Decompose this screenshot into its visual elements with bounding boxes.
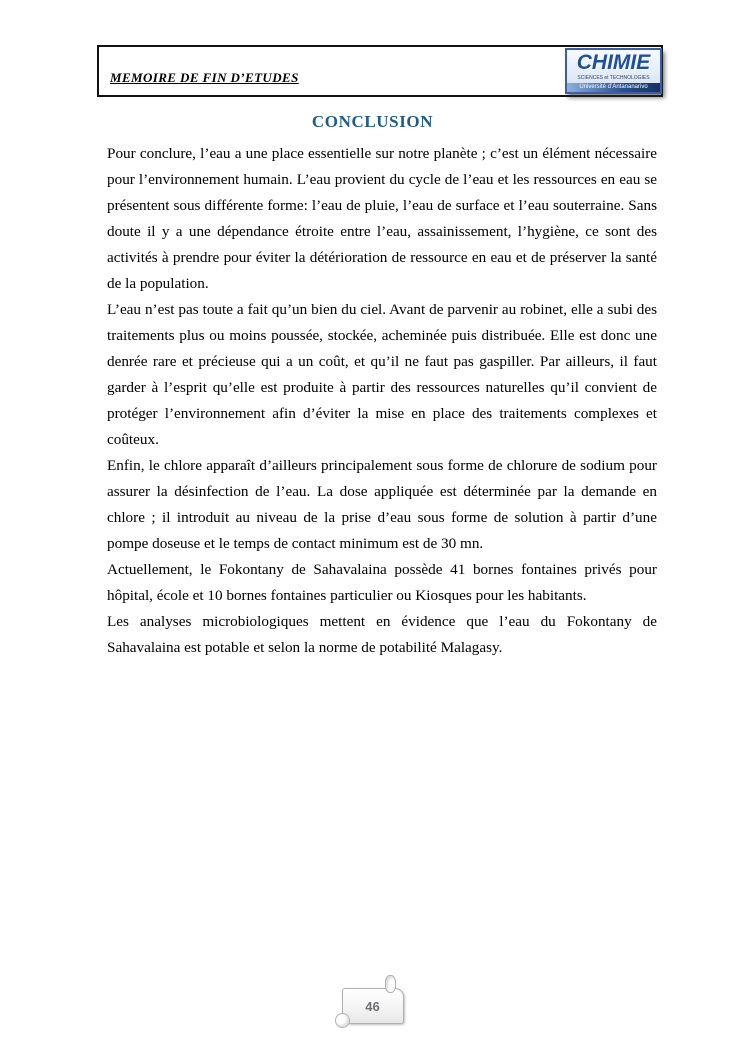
- paragraph: Les analyses microbiologiques mettent en évidence que l’eau du Fokontany de Sahavalaina est potable et selon la norme de potabilité Malagasy.: [107, 613, 657, 656]
- page-title: CONCLUSION: [311, 112, 434, 131]
- paragraph: Actuellement, le Fokontany de Sahavalaina possède 41 bornes fontaines privés pour hôpital, école et 10 bornes fontaines particulier ou Kiosques pour les habitants.: [107, 561, 657, 604]
- scroll-curl-icon: [335, 1013, 350, 1028]
- chimie-logo: [565, 48, 662, 94]
- chimie-logo-title: CHIMIE: [576, 51, 651, 74]
- page-header: [97, 45, 663, 97]
- chimie-logo-band: Université d’Antananarivo: [567, 83, 660, 92]
- header-title: MEMOIRE DE FIN D’ETUDES: [110, 70, 299, 85]
- chimie-logo-subtitle: SCIENCES et TECHNOLOGIES: [577, 75, 650, 81]
- body-text: [107, 141, 657, 661]
- paragraph: Pour conclure, l’eau a une place essentielle sur notre planète ; c’est un élément nécessaire pour l’environnement humain. L’eau provient du cycle de l’eau et les ressources en eau se présentent sous différente forme: l’eau de pluie, l’eau de surface et l’eau souterraine. Sans doute il y a une dépendance étroite entre l’eau, assainissement, l’hygiène, ce sont des activités à prendre pour éviter la détérioration de ressource en eau et de préserver la santé de la population.: [107, 145, 657, 292]
- paragraph: L’eau n’est pas toute a fait qu’un bien du ciel. Avant de parvenir au robinet, elle a subi des traitements plus ou moins poussée, stockée, acheminée puis distribuée. Elle est donc une denrée rare et précieuse qui a un coût, et qu’il ne faut pas gaspiller. Par ailleurs, il faut garder à l’esprit qu’elle est produite à partir des ressources naturelles qu’il convient de protéger l’environnement afin d’éviter la mise en place des traitements complexes et coûteux.: [107, 301, 657, 448]
- page-number: 46: [365, 998, 380, 1014]
- page-number-scroll: [342, 988, 404, 1024]
- scroll-curl-icon: [385, 975, 396, 993]
- paragraph: Enfin, le chlore apparaît d’ailleurs principalement sous forme de chlorure de sodium pour assurer la désinfection de l’eau. La dose appliquée est déterminée par la demande en chlore ; il introduit au niveau de la prise d’eau sous forme de solution à partir d’une pompe doseuse et le temps de contact minimum est de 30 mn.: [107, 457, 657, 552]
